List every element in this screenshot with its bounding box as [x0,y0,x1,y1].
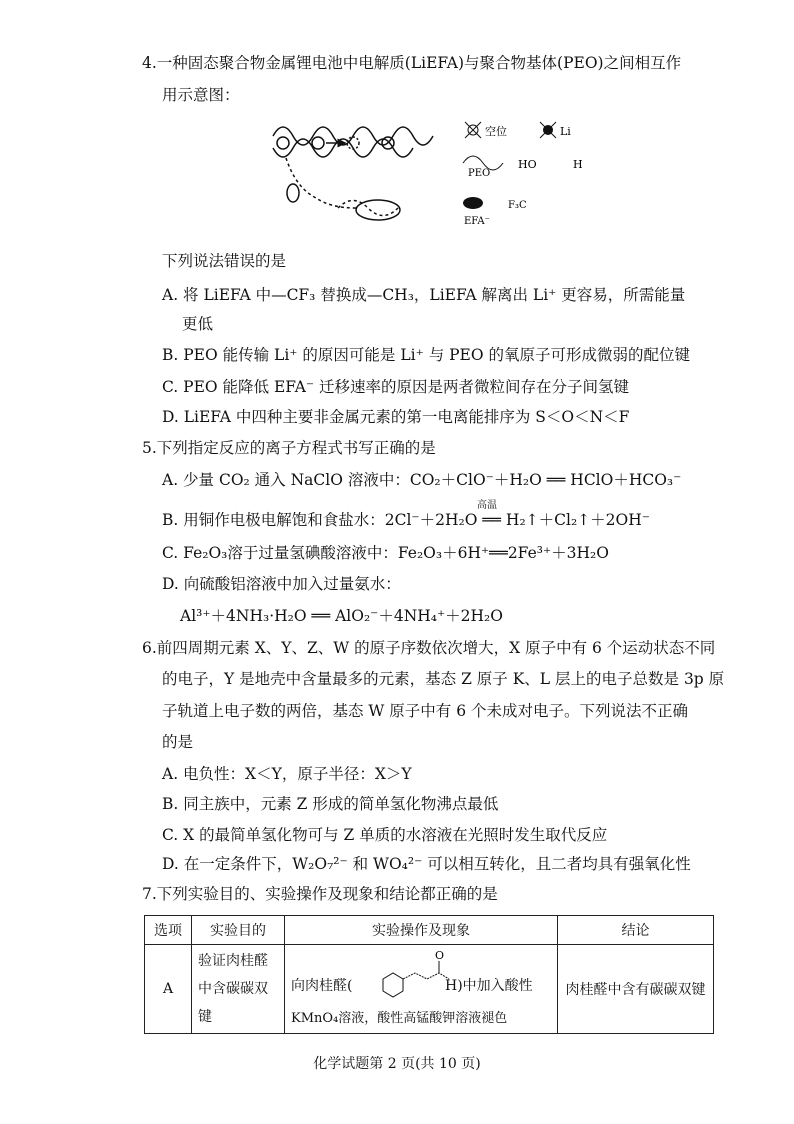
row-a-operation [285,945,558,1034]
q5-option-a: A. 少量 CO₂ 通入 NaClO 溶液中：CO₂＋ClO⁻＋H₂O ══ HClO＋HCO₃⁻ [162,471,682,489]
efa-icon [463,197,483,209]
page-footer: 化学试题第 2 页(共 10 页) [313,1056,481,1072]
q4-option-a-line1: A. 将 LiEFA 中—CF₃ 替换成—CH₃，LiEFA 解离出 Li⁺ 更容易，所需能量 [162,286,686,304]
q4-figure [268,118,588,233]
figure-legend [463,122,583,227]
q6-stem-line2: 的电子，Y 是地壳中含量最多的元素，基态 Z 原子 K、L 层上的电子总数是 3p 原 [162,670,725,688]
q5-option-d-line2: Al³⁺＋4NH₃·H₂O ══ AlO₂⁻＋4NH₄⁺＋2H₂O [180,607,503,625]
q6-option-c: C. X 的最简单氢化物可与 Z 单质的水溶液在光照时发生取代反应 [162,826,608,844]
row-a-option: A [145,945,192,1034]
operation-line1b: H)中加入酸性 [445,978,533,994]
carbonyl-o-label: O [435,949,445,962]
peo-formula: HO [518,158,537,171]
row-a-purpose: 验证肉桂醛中含碳碳双键 [192,945,285,1034]
li-icon [540,122,556,138]
q4-prompt: 下列说法错误的是 [162,252,287,270]
q7-table [144,915,714,1034]
vacancy-icon [465,122,481,138]
row-a-conclusion: 肉桂醛中含有碳碳双键 [558,945,714,1034]
header-option: 选项 [145,916,192,945]
q4-option-d: D. LiEFA 中四种主要非金属元素的第一电离能排序为 S＜O＜N＜F [162,408,630,426]
header-operation: 实验操作及现象 [285,916,558,945]
vacancy-label: 空位 [485,125,507,138]
q4-stem-line1: 4.一种固态聚合物金属锂电池中电解质(LiEFA)与聚合物基体(PEO)之间相互作 [142,54,682,72]
q6-stem-line3: 子轨道上电子数的两倍，基态 W 原子中有 6 个未成对电子。下列说法不正确 [162,702,689,720]
li-label: Li [560,125,571,138]
q5-option-c: C. Fe₂O₃溶于过量氢碘酸溶液中：Fe₂O₃＋6H⁺══2Fe³⁺＋3H₂O [162,544,609,562]
q4-option-a-line2: 更低 [182,315,214,333]
table-row [145,945,714,1034]
peo-label: PEO [468,168,491,179]
q6-stem-line4: 的是 [162,733,194,751]
q4-option-b: B. PEO 能传输 Li⁺ 的原因可能是 Li⁺ 与 PEO 的氧原子可形成微弱的配位键 [162,346,691,364]
q5-option-b: B. 用铜作电极电解饱和食盐水：2Cl⁻＋2H₂O ══ H₂↑＋Cl₂↑＋2OH⁻ [162,511,650,529]
q6-option-d: D. 在一定条件下，W₂O₇²⁻ 和 WO₄²⁻ 可以相互转化，且二者均具有强氧化性 [162,855,691,873]
q5-option-b-condition: 高温 [477,500,497,511]
q4-option-c: C. PEO 能降低 EFA⁻ 迁移速率的原因是两者微粒间存在分子间氢键 [162,378,629,396]
efa-label: EFA⁻ [464,216,490,227]
q7-stem: 7.下列实验目的、实验操作及现象和结论都正确的是 [142,885,498,903]
header-purpose: 实验目的 [192,916,285,945]
operation-line2: KMnO₄溶液，酸性高锰酸钾溶液褪色 [291,1011,508,1026]
q5-stem: 5.下列指定反应的离子方程式书写正确的是 [142,439,436,457]
operation-line1: 向肉桂醛( [291,978,353,994]
table-header-row [145,916,714,945]
q4-stem-line2: 用示意图： [162,86,240,104]
q5-option-d-line1: D. 向硫酸铝溶液中加入过量氨水： [162,575,401,593]
q6-option-a: A. 电负性：X＜Y，原子半径：X＞Y [162,765,412,783]
peo-h: H [573,158,583,171]
q6-stem-line1: 6.前四周期元素 X、Y、Z、W 的原子序数依次增大，X 原子中有 6 个运动状态不同 [142,639,716,657]
q6-option-b: B. 同主族中，元素 Z 形成的简单氢化物沸点最低 [162,795,499,813]
efa-formula: F₃C [508,200,527,211]
header-conclusion: 结论 [558,916,714,945]
